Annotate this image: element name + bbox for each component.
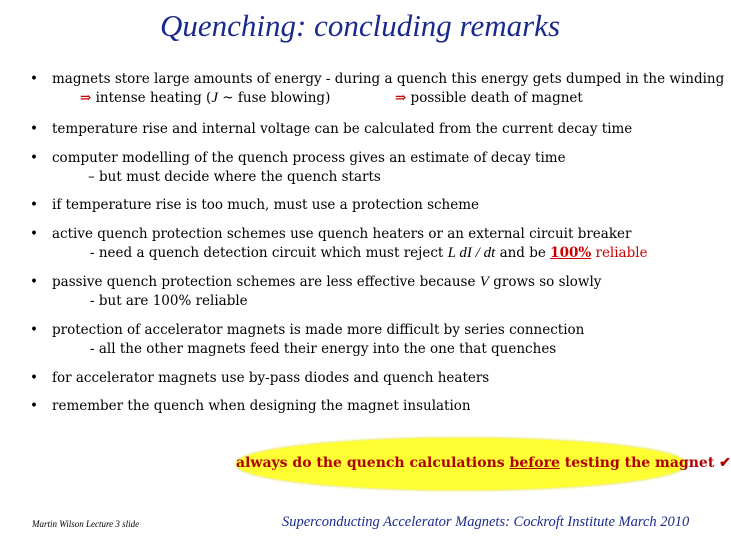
footer-course: Superconducting Accelerator Magnets: Cockroft Institute March 2010 bbox=[282, 514, 690, 530]
implies-arrow-icon: ⇒ bbox=[394, 90, 407, 106]
bullet-text: remember the quench when designing the magnet insulation bbox=[52, 398, 471, 414]
bullet-icon: • bbox=[30, 274, 38, 290]
hundred-percent: 100% bbox=[550, 245, 592, 261]
bullet-text: magnets store large amounts of energy - during a quench this energy gets dumped in the winding bbox=[52, 71, 725, 87]
bullet-icon: • bbox=[30, 71, 38, 87]
bullet-icon: • bbox=[30, 226, 38, 242]
bullet-text: passive quench protection schemes are less effective because V grows so slowly bbox=[52, 274, 602, 290]
bullet-text: temperature rise and internal voltage can be calculated from the current decay time bbox=[52, 121, 633, 137]
bullet-subline: - but are 100% reliable bbox=[90, 293, 248, 309]
bullet-icon: • bbox=[30, 398, 38, 414]
bullet-icon: • bbox=[30, 150, 38, 166]
bullet-text: if temperature rise is too much, must use a protection scheme bbox=[52, 197, 480, 213]
formula-ldidt: L dI / dt bbox=[447, 245, 496, 261]
bullet-text: computer modelling of the quench process gives an estimate of decay time bbox=[52, 150, 566, 166]
bullet-icon: • bbox=[30, 197, 38, 213]
callout-bubble bbox=[236, 438, 731, 490]
bullet-icon: • bbox=[30, 322, 38, 338]
bullet-subline: ⇒ intense heating (J ~ fuse blowing) ⇒ possible death of magnet bbox=[80, 90, 583, 106]
bullet-text: protection of accelerator magnets is made more difficult by series connection bbox=[52, 322, 585, 338]
bullet-icon: • bbox=[30, 121, 38, 137]
footer-author: Martin Wilson Lecture 3 slide bbox=[32, 519, 140, 529]
bullet-icon: • bbox=[30, 370, 38, 386]
checkmark-icon: ✔ bbox=[719, 455, 731, 471]
implies-arrow-icon: ⇒ bbox=[80, 90, 92, 106]
callout-text: always do the quench calculations before testing the magnet ✔ bbox=[236, 455, 731, 471]
bullet-text: active quench protection schemes use quench heaters or an external circuit breaker bbox=[52, 226, 632, 242]
bullet-subline: – but must decide where the quench starts bbox=[88, 169, 381, 185]
bullet-subline: - need a quench detection circuit which must reject L dI / dt and be 100% reliable bbox=[90, 245, 648, 261]
slide-title: Quenching: concluding remarks bbox=[159, 8, 561, 43]
bullet-text: for accelerator magnets use by-pass diodes and quench heaters bbox=[52, 370, 490, 386]
bullet-subline: - all the other magnets feed their energy into the one that quenches bbox=[90, 341, 557, 357]
